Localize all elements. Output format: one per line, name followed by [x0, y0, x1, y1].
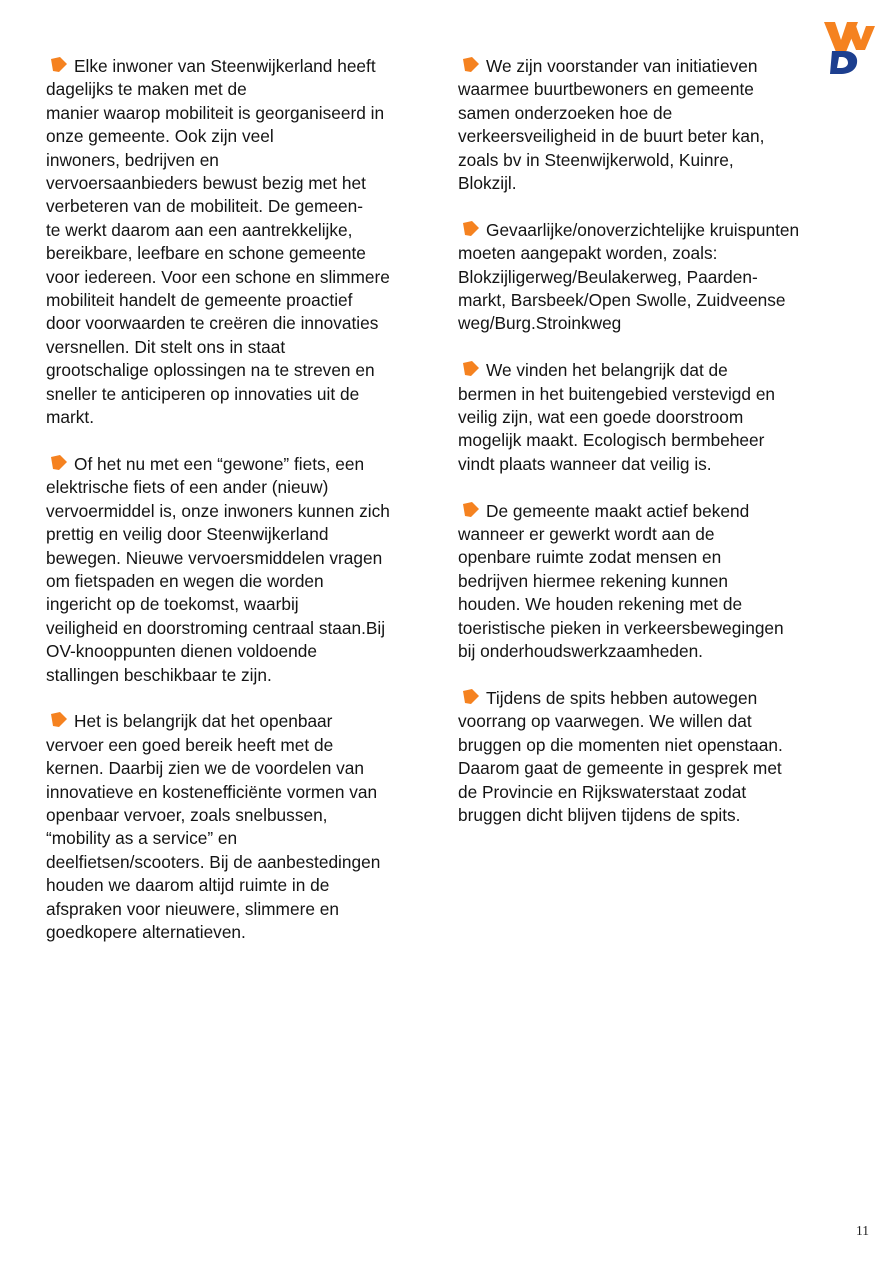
orange-arrow-bullet-icon — [462, 501, 480, 518]
left-column — [46, 55, 438, 968]
paragraph — [46, 453, 438, 687]
paragraph-text: We zijn voorstander van initiatieven waarmee buurtbewoners en gemeente samen onderzoeken hoe de verkeersveiligheid in de buurt beter kan, zoals bv in Steenwijkerwold, Kuinre, Blokzijl. — [458, 56, 765, 194]
paragraph-text: Gevaarlijke/onoverzichtelijke kruispunten moeten aangepakt worden, zoals: Blokzijligerweg/Beulakerweg, Paarden- markt, Barsbeek/Open Swolle, Zuidveense weg/Burg.Stroinkweg — [458, 219, 800, 334]
orange-arrow-bullet-icon — [50, 454, 68, 471]
paragraph — [46, 710, 438, 944]
page-number: 11 — [856, 1223, 869, 1238]
paragraph — [458, 219, 848, 336]
paragraph-text: Elke inwoner van Steenwijkerland heeft dagelijks te maken met de manier waarop mobiliteit is georganiseerd in onze gemeente. Ook zijn veel inwoners, bedrijven en vervoersaanbieders bewust bezig met het verbeteren van de mobiliteit. De gemeen- te werkt daarom aan een aantrekkelijke, bereikbare, leefbare en schone gemeente voor iedereen. Voor een schone en slimmere mobiliteit handelt de gemeente proactief door voorwaarden te creëren die innovaties versnellen. Dit stelt ons in staat grootschalige oplossingen na te streven en sneller te anticiperen op innovaties uit de markt. — [46, 56, 390, 428]
paragraph-text: Het is belangrijk dat het openbaar vervoer een goed bereik heeft met de kernen. Daarbij zien we de voordelen van innovatieve en kostenefficiënte vormen van openbaar vervoer, zoals snelbussen, “mobility as a service” en deelfietsen/scooters. Bij de aanbestedingen houden we daarom altijd ruimte in de afspraken voor nieuwere, slimmere en goedkopere alternatieven. — [46, 711, 381, 942]
orange-arrow-bullet-icon — [462, 360, 480, 377]
orange-arrow-bullet-icon — [462, 688, 480, 705]
paragraph — [458, 55, 848, 195]
paragraph-text: Of het nu met een “gewone” fiets, een elektrische fiets of een ander (nieuw) vervoermiddel is, onze inwoners kunnen zich prettig en veilig door Steenwijkerland bewegen. Nieuwe vervoersmiddelen vragen om fietspaden en wegen die worden ingericht op de toekomst, waarbij veiligheid en doorstroming centraal staan.Bij OV-knooppunten dienen voldoende stallingen beschikbaar te zijn. — [46, 453, 390, 685]
paragraph — [458, 687, 848, 827]
paragraph-text: Tijdens de spits hebben autowegen voorrang op vaarwegen. We willen dat bruggen op die momenten niet openstaan. Daarom gaat de gemeente in gesprek met de Provincie en Rijkswaterstaat zodat bruggen dicht blijven tijdens de spits. — [458, 687, 783, 825]
paragraph-text: De gemeente maakt actief bekend wanneer er gewerkt wordt aan de openbare ruimte zodat mensen en bedrijven hiermee rekening kunnen houden. We houden rekening met de toeristische pieken in verkeersbewegingen bij onderhoudswerkzaamheden. — [458, 500, 784, 662]
orange-arrow-bullet-icon — [462, 220, 480, 237]
orange-arrow-bullet-icon — [50, 56, 68, 73]
orange-arrow-bullet-icon — [462, 56, 480, 73]
orange-arrow-bullet-icon — [50, 711, 68, 728]
paragraph — [46, 55, 438, 430]
paragraph-text: We vinden het belangrijk dat de bermen in het buitengebied verstevigd en veilig zijn, wat een goede doorstroom mogelijk maakt. Ecologisch bermbeheer vindt plaats wanneer dat veilig is. — [458, 360, 776, 474]
right-column — [458, 55, 848, 851]
paragraph — [458, 500, 848, 664]
paragraph — [458, 359, 848, 476]
